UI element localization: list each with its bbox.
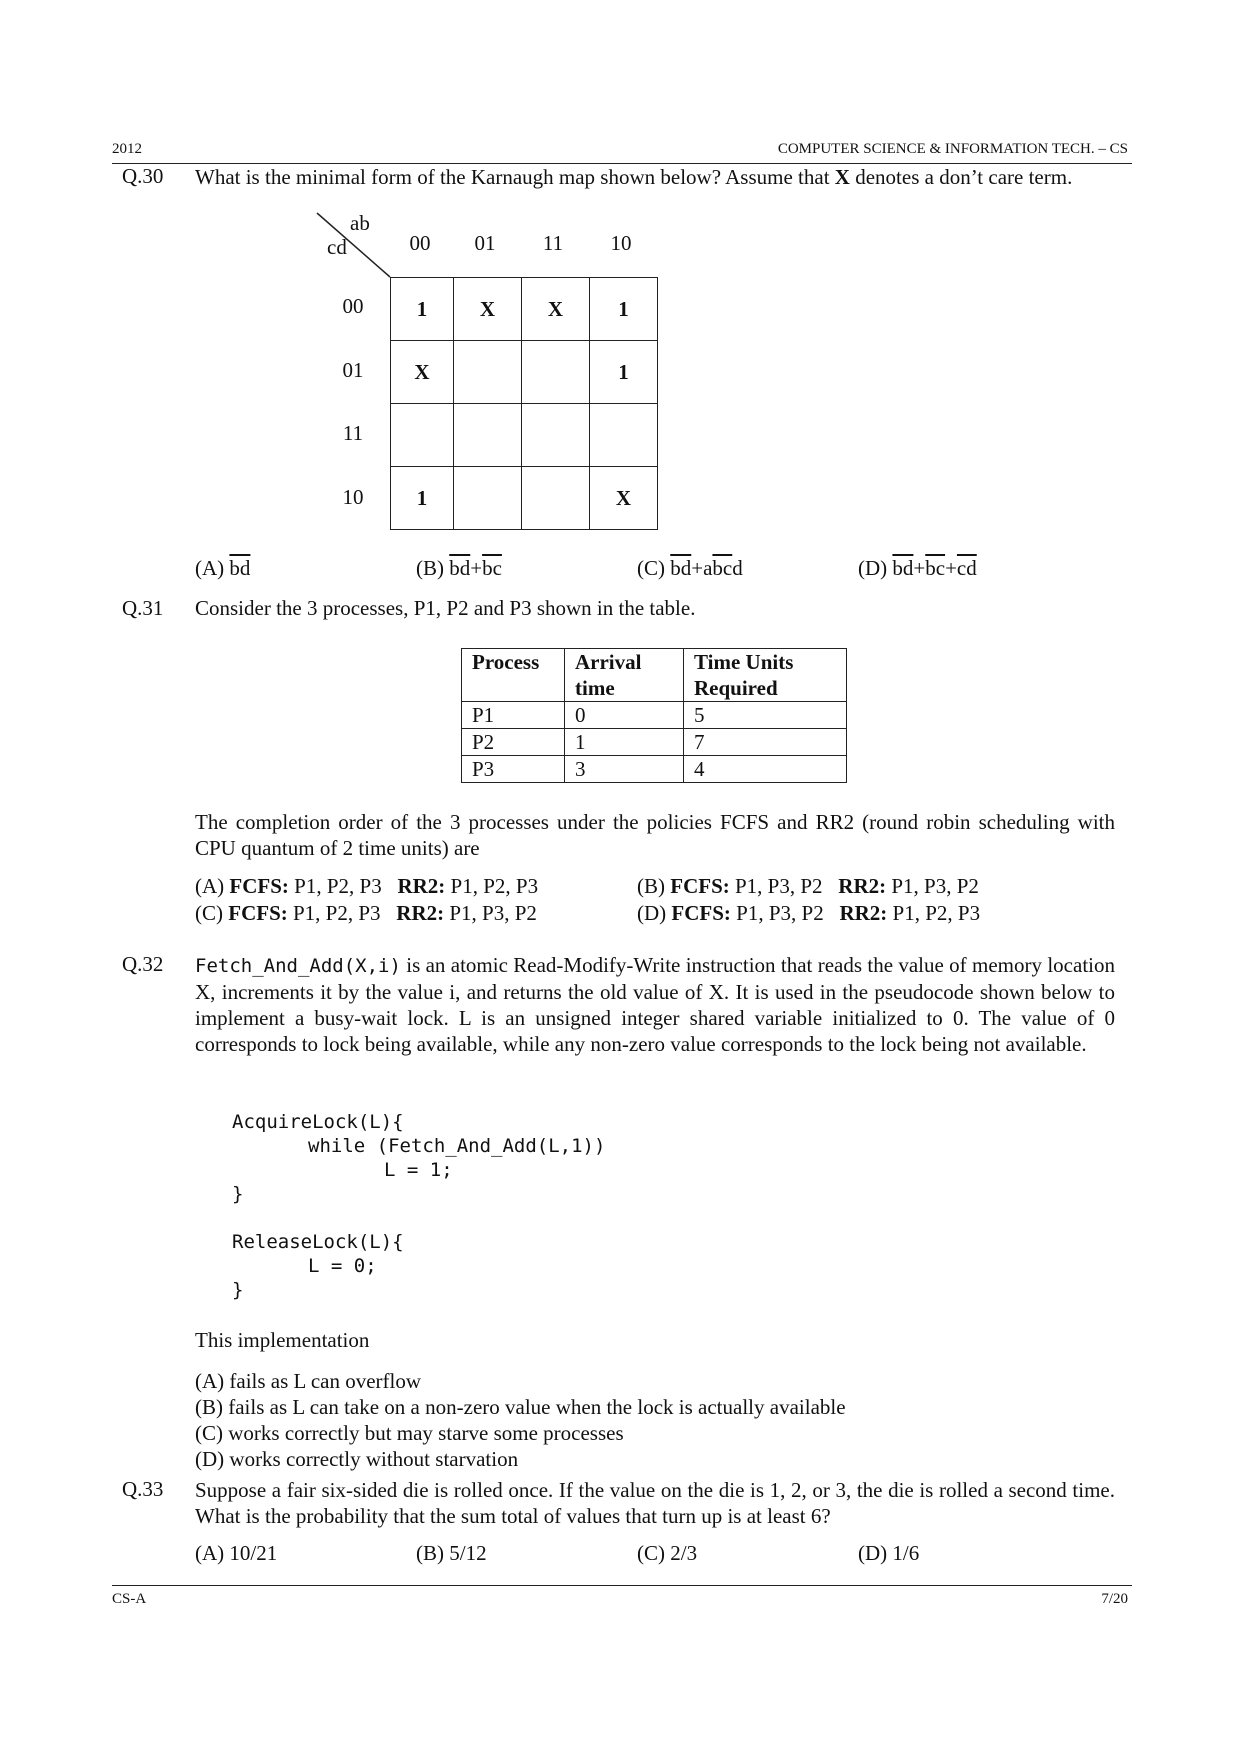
option-label: (D) [858,556,888,580]
kmap-cell: X [391,341,454,404]
kmap-col-label: 00 [409,231,431,255]
rr2-order: P1, P3, P2 [891,874,979,898]
option-b: (B) 5/12 [416,1541,487,1565]
code-block [232,1110,605,1302]
option-d [637,901,980,926]
code-line: } [232,1183,244,1205]
rr2-label: RR2: [397,874,446,898]
code-line: ReleaseLock(L){ [232,1231,404,1253]
plus-sign: + [470,556,483,580]
code-line: while (Fetch_And_Add(L,1)) [308,1135,606,1157]
question-text-part: What is the minimal form of the Karnaugh map shown below? Assume that [195,165,835,189]
question-number: Q.31 [122,596,164,620]
code-line: } [232,1279,244,1301]
option-b [637,874,979,899]
option-a: (A) 10/21 [195,1541,278,1565]
question-text-part: is an atomic Read-Modify-Write instruction that reads the value of memory location X, increments it by the value i, and returns the old value of X. It is used in the pseudocode shown below to implement a busy-wait lock. L is an unsigned integer shared variable initialized to 0. The value of 0 corresponds to lock being available, while any non-zero value corresponds to the lock being not available. [195,953,1115,1056]
option-term: $\overline{bd}$ [449,556,471,580]
page-number: 7/20 [1101,1591,1128,1607]
rr2-label: RR2: [838,874,887,898]
footer-rule [112,1585,1132,1586]
process-table [461,648,847,783]
kmap-row-label: 11 [342,421,364,445]
rr2-order: P1, P2, P3 [892,901,981,925]
table-cell: 7 [684,729,847,756]
table-cell: P1 [462,702,565,729]
table-row [462,756,847,783]
table-row [462,702,847,729]
option-label: (D) [637,901,667,925]
question-text: Suppose a fair six-sided die is rolled once. If the value on the die is 1, 2, or 3, the die is rolled a second time. What is the probability that the sum total of values that turn up is at least 6? [195,1478,1115,1528]
table-cell: 4 [684,756,847,783]
table-row [462,729,847,756]
inline-code: Fetch_And_Add(X,i) [195,955,401,977]
question-text: This implementation [195,1328,370,1352]
kmap-row-label: 01 [342,358,364,382]
kmap-cell: X [590,467,658,530]
code-line: L = 0; [308,1255,377,1277]
option-term: $\overline{bd}$ [229,556,251,580]
option-label: (B) [637,874,665,898]
rr2-label: RR2: [839,901,888,925]
question-number: Q.33 [122,1477,164,1501]
question-text-part: denotes a don’t care term. [849,165,1073,189]
kmap-cell: 1 [391,278,454,341]
kmap-cell: 1 [391,467,454,530]
table-cell: 5 [684,702,847,729]
kmap-col-var: ab [350,211,370,235]
option-a: (A) fails as L can overflow [195,1369,422,1393]
kmap-row-var: cd [327,235,347,259]
rr2-order: P1, P2, P3 [450,874,539,898]
header-year: 2012 [112,141,142,157]
plus-sign: + [945,556,957,580]
question-text [195,952,1115,1057]
question-text: The completion order of the 3 processes under the policies FCFS and RR2 (round robin scheduling with CPU quantum of 2 time units) are [195,810,1115,860]
kmap-cell [454,404,522,467]
question-number: Q.32 [122,952,164,976]
kmap-grid [390,277,658,530]
option-term: $a\overline{bc}d$ [703,556,743,580]
plus-sign: + [913,556,926,580]
option-a [195,874,538,899]
code-gap [232,1206,605,1230]
option-d: (D) works correctly without starvation [195,1447,519,1471]
footer-code: CS-A [112,1591,147,1607]
option-c: (C) 2/3 [637,1541,698,1565]
option-term: $\overline{bc}$ [925,556,946,580]
option-d [858,556,977,581]
kmap-cell: 1 [590,341,658,404]
kmap-cell: 1 [590,278,658,341]
question-number: Q.30 [122,164,164,188]
fcfs-label: FCFS: [229,874,289,898]
option-c [637,556,743,581]
fcfs-order: P1, P2, P3 [293,901,381,925]
table-cell: 3 [565,756,684,783]
fcfs-label: FCFS: [670,874,730,898]
option-label: (C) [637,556,665,580]
option-label: (C) [195,901,223,925]
table-cell: 0 [565,702,684,729]
rr2-order: P1, P3, P2 [449,901,537,925]
plus-sign: + [691,556,704,580]
code-line: L = 1; [384,1159,453,1181]
option-label: (A) [195,874,225,898]
option-term: $\overline{cd}$ [956,556,977,580]
kmap-row-label: 00 [342,294,364,318]
kmap-cell [522,467,590,530]
kmap-row-label: 10 [342,485,364,509]
option-c [195,901,537,926]
fcfs-order: P1, P3, P2 [736,901,824,925]
kmap-cell [522,404,590,467]
kmap-cell: X [522,278,590,341]
kmap-cell [454,467,522,530]
option-d: (D) 1/6 [858,1541,920,1565]
header-title: COMPUTER SCIENCE & INFORMATION TECH. – CS [777,141,1128,157]
option-c: (C) works correctly but may starve some processes [195,1421,624,1445]
kmap-cell [590,404,658,467]
dont-care-symbol: X [834,165,850,189]
table-cell: P3 [462,756,565,783]
table-cell: 1 [565,729,684,756]
table-header: Time Units Required [684,649,847,702]
option-label: (A) [195,556,225,580]
kmap-col-label: 10 [610,231,632,255]
fcfs-label: FCFS: [228,901,288,925]
fcfs-order: P1, P2, P3 [294,874,382,898]
kmap-cell [522,341,590,404]
fcfs-label: FCFS: [671,901,731,925]
table-header: Process [462,649,565,702]
option-a [195,556,250,581]
option-term: $\overline{bc}$ [482,556,502,580]
question-text: Consider the 3 processes, P1, P2 and P3 shown in the table. [195,596,696,620]
question-text [195,164,1115,190]
option-term: $\overline{bd}$ [670,556,692,580]
code-line: AcquireLock(L){ [232,1111,404,1133]
kmap-cell [391,404,454,467]
rr2-label: RR2: [396,901,445,925]
table-cell: P2 [462,729,565,756]
option-b [416,556,502,581]
table-header: Arrival time [565,649,684,702]
kmap-cell: X [454,278,522,341]
option-label: (B) [416,556,444,580]
kmap-col-label: 11 [542,231,564,255]
fcfs-order: P1, P3, P2 [735,874,823,898]
option-b: (B) fails as L can take on a non-zero value when the lock is actually available [195,1395,846,1419]
option-term: $\overline{bd}$ [892,556,914,580]
kmap-col-label: 01 [474,231,496,255]
kmap-cell [454,341,522,404]
